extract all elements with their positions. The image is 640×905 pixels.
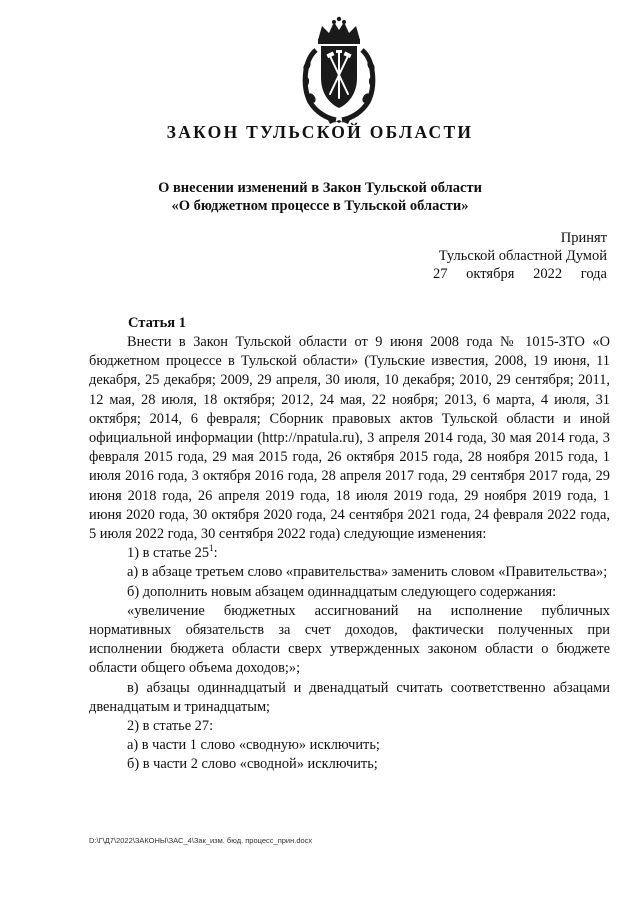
adoption-line-1: Принят	[560, 230, 607, 246]
article-intro-paragraph: Внести в Закон Тульской области от 9 июня 2008 года № 1015-ЗТО «О бюджетном процессе в Тульской области» (Тульские известия, 2008, 19 июня, 11 декабря, 25 декабря; 2009, 29 апреля, 30 июля, 10 декабря; 2010, 29 сентября; 2011, 12 мая, 28 июля, 18 октября; 2012, 24 мая, 22 ноября; 2013, 6 марта, 4 июля, 31 октября; 2014, 6 февраля; Сборник правовых актов Тульской области и иной официальной информации (http://npatula.ru), 3 апреля 2014 года, 30 мая 2014 года, 3 февраля 2015 года, 29 мая 2015 года, 26 октября 2015 года, 28 ноября 2015 года, 1 июля 2016 года, 3 октября 2016 года, 28 апреля 2017 года, 29 сентября 2017 года, 29 июня 2018 года, 26 апреля 2019 года, 18 июля 2019 года, 29 ноября 2019 года, 1 июня 2020 года, 30 октября 2020 года, 24 сентября 2021 года, 24 февраля 2022 года, 5 июля 2022 года, 30 сентября 2022 года) следующие изменения:	[89, 334, 610, 543]
adoption-year: 2022	[533, 266, 563, 282]
item-1	[89, 544, 610, 563]
item-1-c: в) абзацы одиннадцатый и двенадцатый считать соответственно абзацами двенадцатым и тринадцатым;	[89, 679, 610, 715]
adoption-year-word: года	[580, 266, 607, 282]
subtitle-line-2: «О бюджетном процессе в Тульской области»	[171, 198, 469, 214]
item-1-superscript: 1	[209, 543, 214, 554]
adoption-line-2: Тульской областной Думой	[438, 248, 607, 264]
item-1-prefix: 1) в статье 25	[127, 545, 210, 562]
adoption-block	[367, 229, 607, 283]
article-body	[89, 333, 610, 775]
item-2-b: б) в части 2 слово «сводной» исключить;	[127, 756, 378, 773]
adoption-date	[367, 265, 607, 283]
item-1-a: а) в абзаце третьем слово «правительства» заменить словом «Правительства»;	[127, 564, 608, 581]
adoption-month: октября	[466, 266, 515, 282]
subtitle-line-1: О внесении изменений в Закон Тульской области	[158, 180, 482, 196]
item-1-suffix: :	[213, 545, 218, 562]
item-1-b-quote: «увеличение бюджетных ассигнований на исполнение публичных нормативных обязательств за счет доходов, фактически полученных при исполнении бюджета области сверх утвержденных законом области о бюджете области общего объема доходов;»;	[89, 602, 610, 677]
adoption-day: 27	[433, 266, 448, 282]
law-subtitle	[0, 179, 640, 215]
item-2-a: а) в части 1 слово «сводную» исключить;	[127, 737, 380, 754]
item-1-b: б) дополнить новым абзацем одиннадцатым следующего содержания:	[127, 583, 557, 600]
article-heading: Статья 1	[128, 315, 186, 331]
item-2: 2) в статье 27:	[127, 718, 214, 735]
law-title: ЗАКОН ТУЛЬСКОЙ ОБЛАСТИ	[166, 122, 474, 142]
footer-file-path: D:\Г\Д7\2022\ЗАКОНЫ\ЗАС_4\Зак_изм. бюд. процесс_прин.docx	[89, 836, 313, 845]
tula-region-coat-of-arms	[296, 16, 382, 126]
